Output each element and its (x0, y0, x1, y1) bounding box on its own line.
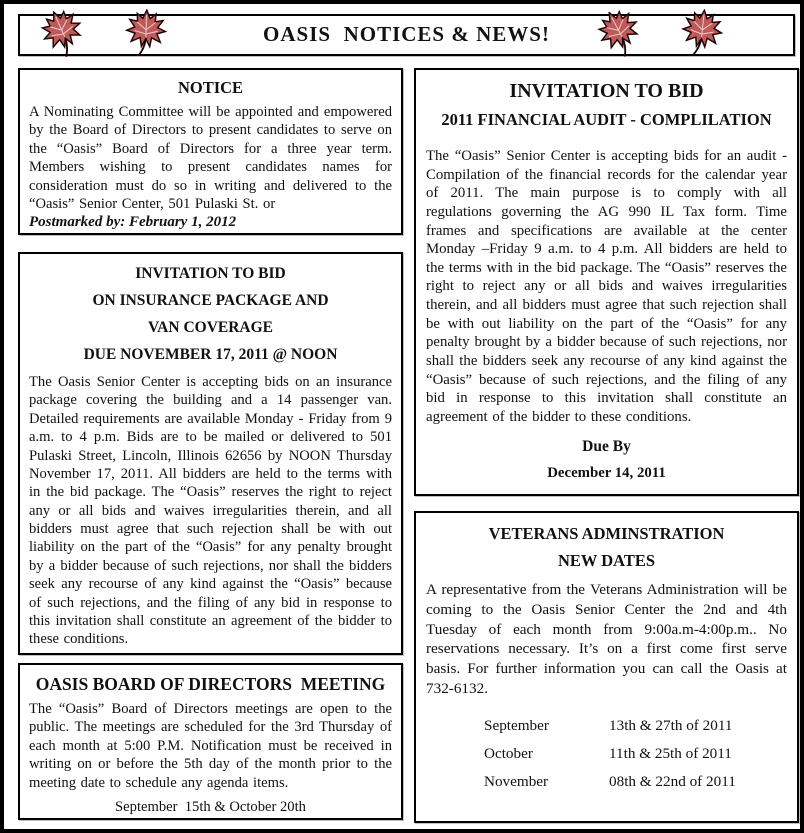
insurance-bid-heading: INVITATION TO BID (135, 265, 286, 282)
audit-bid-title: INVITATION TO BID (509, 80, 704, 102)
notice-title: NOTICE (177, 78, 244, 97)
board-meeting-body: The “Oasis” Board of Directors meetings are open to the public. The meetings are scheduled for the 3rd Thursday of each month at 5:00 P.M. Notification must be received in writing on or before the 5th day of the month prior to the meeting date to schedule any agenda items. (29, 701, 392, 791)
schedule-row (484, 773, 787, 791)
veterans-subtitle: NEW DATES (557, 551, 656, 570)
notice-box (18, 68, 403, 235)
insurance-bid-due-heading: DUE NOVEMBER 17, 2011 @ NOON (83, 346, 338, 363)
audit-bid-due-date: December 14, 2011 (547, 464, 666, 481)
schedule-dates: 08th & 22nd of 2011 (609, 772, 736, 790)
autumn-leaf-icon (678, 7, 727, 59)
board-meeting-title: OASIS BOARD OF DIRECTORS MEETING (35, 674, 386, 694)
autumn-leaf-icon (589, 1, 650, 64)
schedule-month: November (484, 772, 549, 790)
insurance-bid-subheading: VAN COVERAGE (147, 319, 274, 336)
schedule-month: October (484, 744, 533, 762)
veterans-schedule (484, 717, 787, 791)
insurance-bid-body: The Oasis Senior Center is accepting bids on an insurance package covering the building and a 14 passenger van. Detailed requirements are available Monday - Friday from 9 a.m. to 4 p.m. Bids are to be mailed or delivered to 501 Pulaski Street, Lincoln, Illinois 62656 by NOON Thursday November 17, 2011. All bidders are held to the terms with in the bid package. The “Oasis” reserves the right to reject any or all bids and waives irregularities therein, and all bidders must agree that such rejection shall be with out liability on the part of the “Oasis” for any penalty brought by a bidder because of such rejections, nor shall the bidders seek any recourse of any kind against the “Oasis” because of such rejections, and the filing of any bid in response to this invitation shall constitute an agreement of the bidder to these conditions. (29, 374, 392, 648)
audit-bid-due-label: Due By (582, 437, 631, 455)
schedule-dates: 11th & 25th of 2011 (609, 744, 732, 762)
audit-bid-body: The “Oasis” Senior Center is accepting bids for an audit - Compilation of the financial records for the calendar year of 2011. The main purpose is to comply with all regulations governing the AG 990 IL Tax form. Time frames and specifications are available at the center Monday –Friday 9 a.m. to 4 p.m. All bidders are held to the terms with in the bid package. The “Oasis” reserves the right to reject any or all bids and waives irregularities therein, and all bidders must agree that such rejection shall be with out liability on the part of the “Oasis” for any penalty brought by a bidder because of such rejections, nor shall the bidders seek any recourse of any kind against the “Oasis” because of such rejections, and the filing of any bid in response to this invitation shall constitute an agreement of the bidder to these conditions. (426, 148, 787, 425)
audit-bid-box (414, 68, 799, 496)
notice-body: A Nominating Committee will be appointed and empowered by the Board of Directors to present candidates to serve on the “Oasis” Board of Directors for a three year term. Members wishing to present candidates names for consideration must do so in writing and delivered to the “Oasis” Senior Center, 501 Pulaski St. or (29, 104, 392, 212)
insurance-bid-subheading: ON INSURANCE PACKAGE AND (92, 292, 329, 309)
schedule-month: September (484, 716, 549, 734)
audit-bid-subtitle: 2011 FINANCIAL AUDIT - COMPLILATION (441, 110, 772, 129)
schedule-dates: 13th & 27th of 2011 (609, 716, 733, 734)
page-title: OASIS NOTICES & NEWS! (263, 22, 550, 46)
board-meeting-box (18, 663, 403, 820)
schedule-row (484, 717, 787, 735)
veterans-body: A representative from the Veterans Administration will be coming to the Oasis Senior Center the 2nd and 4th Tuesday of each month from 9:00a.m-4:00p.m.. No reservations necessary. It’s on a first come first serve basis. For further information you can call the Oasis at 732-6132. (426, 581, 787, 697)
notice-postmark-deadline: Postmarked by: February 1, 2012 (29, 214, 237, 231)
veterans-administration-box (414, 511, 799, 823)
schedule-row (484, 745, 787, 763)
veterans-title: VETERANS ADMINSTRATION (488, 524, 725, 543)
board-meeting-dates: September 15th & October 20th (115, 798, 306, 815)
newsletter-header (18, 14, 795, 56)
insurance-bid-box (18, 252, 403, 655)
